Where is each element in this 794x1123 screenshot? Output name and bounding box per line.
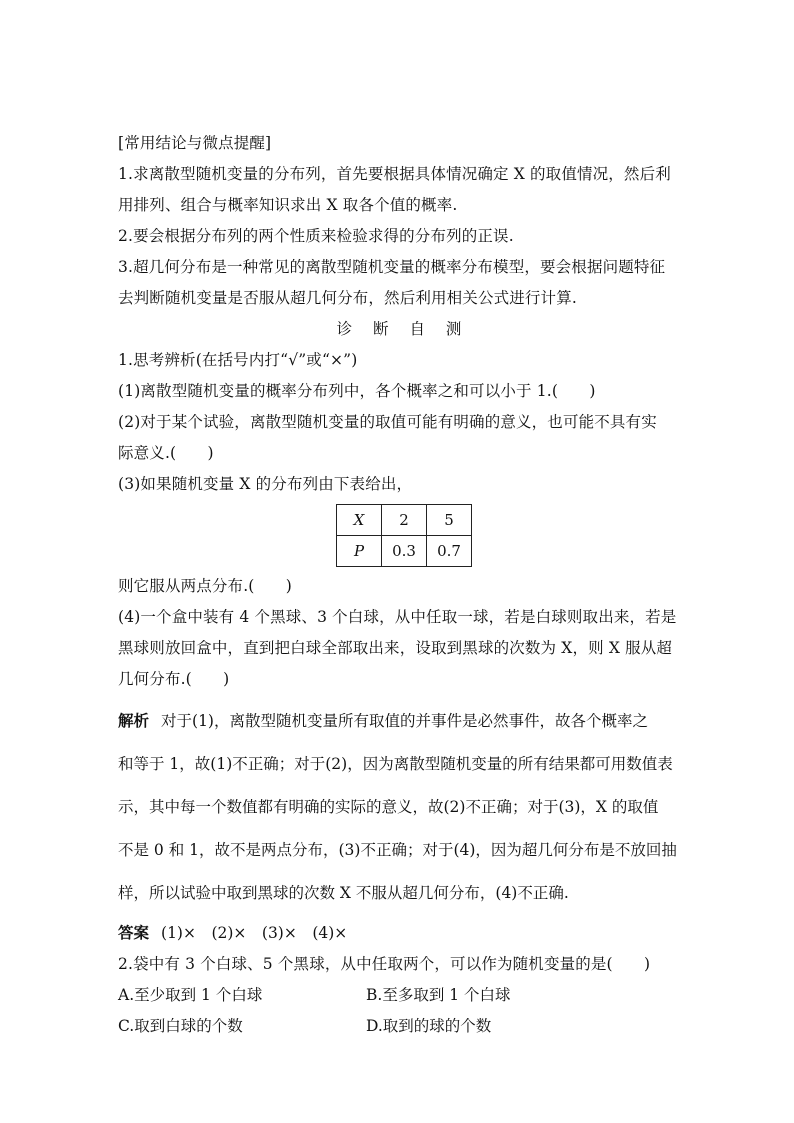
- option-b: B.至多取到 1 个白球: [366, 986, 511, 1004]
- conclusion-3-line-1: 3.超几何分布是一种常见的离散型随机变量的概率分布模型，要会根据问题特征: [118, 258, 666, 276]
- statement-4-line-2: 黑球则放回盒中，直到把白球全部取出来，设取到黑球的次数为 X，则 X 服从超: [118, 639, 673, 657]
- table-cell: 5: [427, 505, 472, 536]
- answer-tag: 答案: [118, 923, 150, 942]
- conclusion-3-line-2: 去判断随机变量是否服从超几何分布，然后利用相关公式进行计算.: [118, 289, 577, 307]
- option-c: C.取到白球的个数: [118, 1017, 243, 1035]
- analysis-line-1: [118, 699, 688, 743]
- statement-1: (1)离散型随机变量的概率分布列中，各个概率之和可以小于 1.( ): [118, 382, 596, 400]
- answer-line: [118, 917, 688, 949]
- table-cell: P: [337, 536, 382, 567]
- statement-4-line-3: 几何分布.( ): [118, 670, 230, 688]
- analysis-block: [118, 699, 688, 915]
- distribution-table: [336, 504, 472, 567]
- statement-2-line-1: (2)对于某个试验，离散型随机变量的取值可能有明确的意义，也可能不具有实: [118, 413, 657, 431]
- statement-3: (3)如果随机变量 X 的分布列由下表给出，: [118, 475, 413, 493]
- conclusion-1-line-1: 1.求离散型随机变量的分布列，首先要根据具体情况确定 X 的取值情况，然后利: [118, 165, 671, 183]
- question-2-title: 2.袋中有 3 个白球、5 个黑球，从中任取两个，可以作为随机变量的是( ): [118, 955, 651, 973]
- option-d: D.取到的球的个数: [366, 1017, 492, 1035]
- table-row: [337, 505, 472, 536]
- analysis-text: 对于(1)，离散型随机变量所有取值的并事件是必然事件，故各个概率之: [161, 712, 648, 730]
- table-row: [337, 536, 472, 567]
- analysis-line-5: 样，所以试验中取到黑球的次数 X 不服从超几何分布，(4)不正确.: [118, 884, 569, 902]
- options-row-1: [118, 980, 688, 1011]
- option-a: A.至少取到 1 个白球: [118, 986, 263, 1004]
- statement-2-line-2: 际意义.( ): [118, 444, 214, 462]
- table-cell: 2: [382, 505, 427, 536]
- section-header: [常用结论与微点提醒]: [118, 134, 272, 152]
- analysis-line-3: 示，其中每一个数值都有明确的实际的意义，故(2)不正确；对于(3)，X 的取值: [118, 798, 659, 816]
- question-1-title: 1.思考辨析(在括号内打“√”或“×”): [118, 351, 358, 369]
- analysis-line-4: 不是 0 和 1，故不是两点分布，(3)不正确；对于(4)，因为超几何分布是不放回抽: [118, 841, 677, 859]
- section-title: 诊 断 自 测: [336, 320, 470, 338]
- answer-text: (1)× (2)× (3)× (4)×: [161, 924, 348, 942]
- statement-3-end: 则它服从两点分布.( ): [118, 577, 292, 595]
- document-page: [118, 128, 688, 1042]
- table-cell: 0.3: [382, 536, 427, 567]
- table-cell: X: [337, 505, 382, 536]
- options-row-2: [118, 1011, 688, 1042]
- analysis-tag: 解析: [118, 711, 150, 730]
- conclusion-2: 2.要会根据分布列的两个性质来检验求得的分布列的正误.: [118, 227, 514, 245]
- table-cell: 0.7: [427, 536, 472, 567]
- conclusion-1-line-2: 用排列、组合与概率知识求出 X 取各个值的概率.: [118, 196, 458, 214]
- statement-4-line-1: (4)一个盒中装有 4 个黑球、3 个白球，从中任取一球，若是白球则取出来，若是: [118, 608, 677, 626]
- analysis-line-2: 和等于 1，故(1)不正确；对于(2)，因为离散型随机变量的所有结果都可用数值表: [118, 755, 673, 773]
